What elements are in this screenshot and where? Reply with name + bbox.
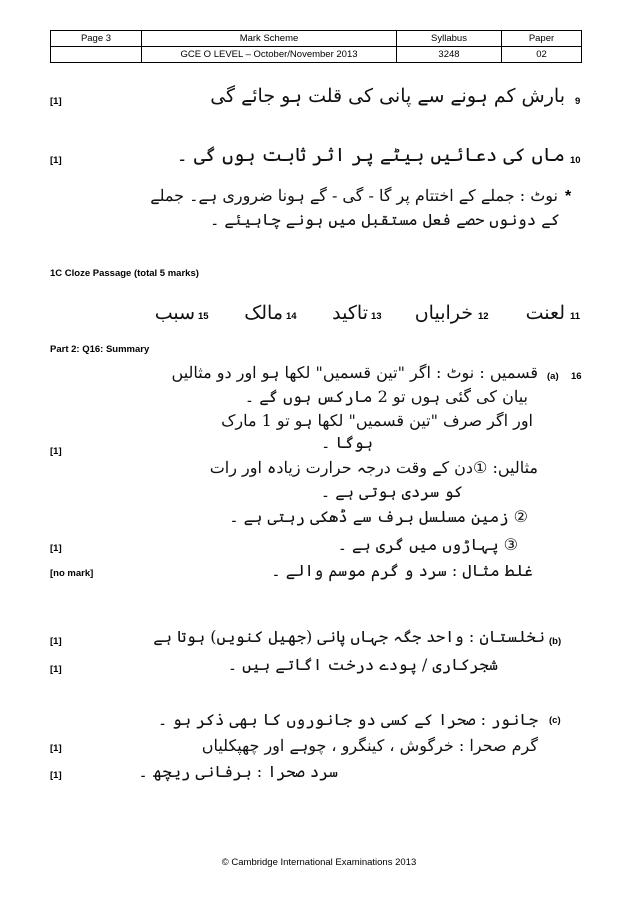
cloze-word-12: خرابیاں [414, 302, 473, 324]
q10-mark: [1] [50, 155, 62, 166]
part-b-line-1: نخلستان : واحد جگہ جہاں پانی (جھیل کنویں) ہوتا ہے [153, 627, 545, 646]
part-c-mark-2: [1] [50, 770, 62, 781]
q9-answer: بارش کم ہونے سے پانی کی قلت ہو جائے گی [210, 85, 565, 107]
part-a-line-3: اور اگر صرف "تین قسمیں" لکھا ہو تو 1 مارک [221, 411, 533, 430]
header-table [50, 30, 582, 63]
exam-title: GCE O LEVEL – October/November 2013 [142, 47, 397, 63]
q9-mark: [1] [50, 96, 62, 107]
part-c-mark-1: [1] [50, 743, 62, 754]
cloze-num-11: 11 [570, 311, 581, 322]
part-b-mark-1: [1] [50, 636, 62, 647]
cloze-word-14: مالک [244, 302, 283, 324]
part-b-label: (b) [549, 636, 562, 647]
part-a-line-8: ③ پہاڑوں میں گری ہے ۔ [337, 535, 518, 554]
q10-answer: ماں کی دعائیں بیٹے پر اثر ثابت ہوں گی ۔ [176, 144, 565, 166]
note-line-2: کے دونوں حصے فعل مستقبل میں ہونے چاہیئے ۔ [209, 210, 560, 229]
cloze-num-15: 15 [198, 311, 209, 322]
cloze-word-11: لعنت [525, 302, 565, 324]
part-a-wrong-example: غلط مثال : سرد و گرم موسم والے ۔ [271, 561, 533, 580]
cloze-num-12: 12 [478, 311, 489, 322]
part-c-label: (c) [549, 715, 561, 726]
part-b-mark-2: [1] [50, 664, 62, 675]
part-b-line-2: شجرکاری / پودے درخت اگاتے ہیں ۔ [227, 655, 498, 674]
cloze-title: 1C Cloze Passage (total 5 marks) [50, 268, 199, 279]
cloze-word-13: تاکید [332, 302, 368, 324]
part-c-line-2: گرم صحرا : خرگوش ، کینگرو ، چوہے اور چھپکلیاں [201, 736, 538, 755]
part-a-no-mark: [no mark] [50, 568, 94, 579]
part2-title: Part 2: Q16: Summary [50, 344, 150, 355]
q16-number: 16 [571, 371, 582, 382]
part-a-line-2: بیان کی گئی ہوں تو 2 مارکس ہوں گے ۔ [244, 387, 528, 406]
paper-label: Paper [502, 31, 582, 47]
part-c-line-1: جانور : صحرا کے کسی دو جانوروں کا بھی ذکر ہو ۔ [157, 710, 538, 729]
cloze-num-14: 14 [286, 311, 297, 322]
syllabus-label: Syllabus [397, 31, 502, 47]
part-a-line-5: مثالیں: ①دن کے وقت درجہ حرارت زیادہ اور رات [209, 458, 538, 477]
part-c-line-3: سرد صحرا : برفانی ریچھ ۔ [138, 762, 338, 781]
mark-scheme-title: Mark Scheme [142, 31, 397, 47]
cloze-word-15: سبب [154, 302, 195, 324]
footer-copyright: © Cambridge International Examinations 2013 [221, 857, 417, 868]
part-a-line-1: قسمیں : نوٹ : اگر "تین قسمیں" لکھا ہو اور دو مثالیں [171, 363, 538, 382]
part-a-line-7: ② زمین مسلسل برف سے ڈھکی رہتی ہے ۔ [229, 507, 528, 526]
syllabus-code: 3248 [397, 47, 502, 63]
cloze-num-13: 13 [371, 311, 382, 322]
part-a-line-4: ہوگا ۔ [321, 433, 373, 452]
part-a-line-6: کو سردی ہوتی ہے ۔ [320, 482, 463, 501]
note-star: * [565, 188, 572, 205]
paper-code: 02 [502, 47, 582, 63]
page-number: Page 3 [51, 31, 142, 47]
q9-number: 9 [575, 96, 581, 107]
part-a-mark-1: [1] [50, 446, 62, 457]
part-a-label: (a) [547, 371, 559, 382]
note-line-1: نوٹ : جملے کے اختتام پر گا - گی - گے ہونا ضروری ہے۔ جملے [150, 186, 558, 205]
q10-number: 10 [570, 155, 581, 166]
header-blank-cell [51, 47, 142, 63]
part-a-mark-2: [1] [50, 543, 62, 554]
